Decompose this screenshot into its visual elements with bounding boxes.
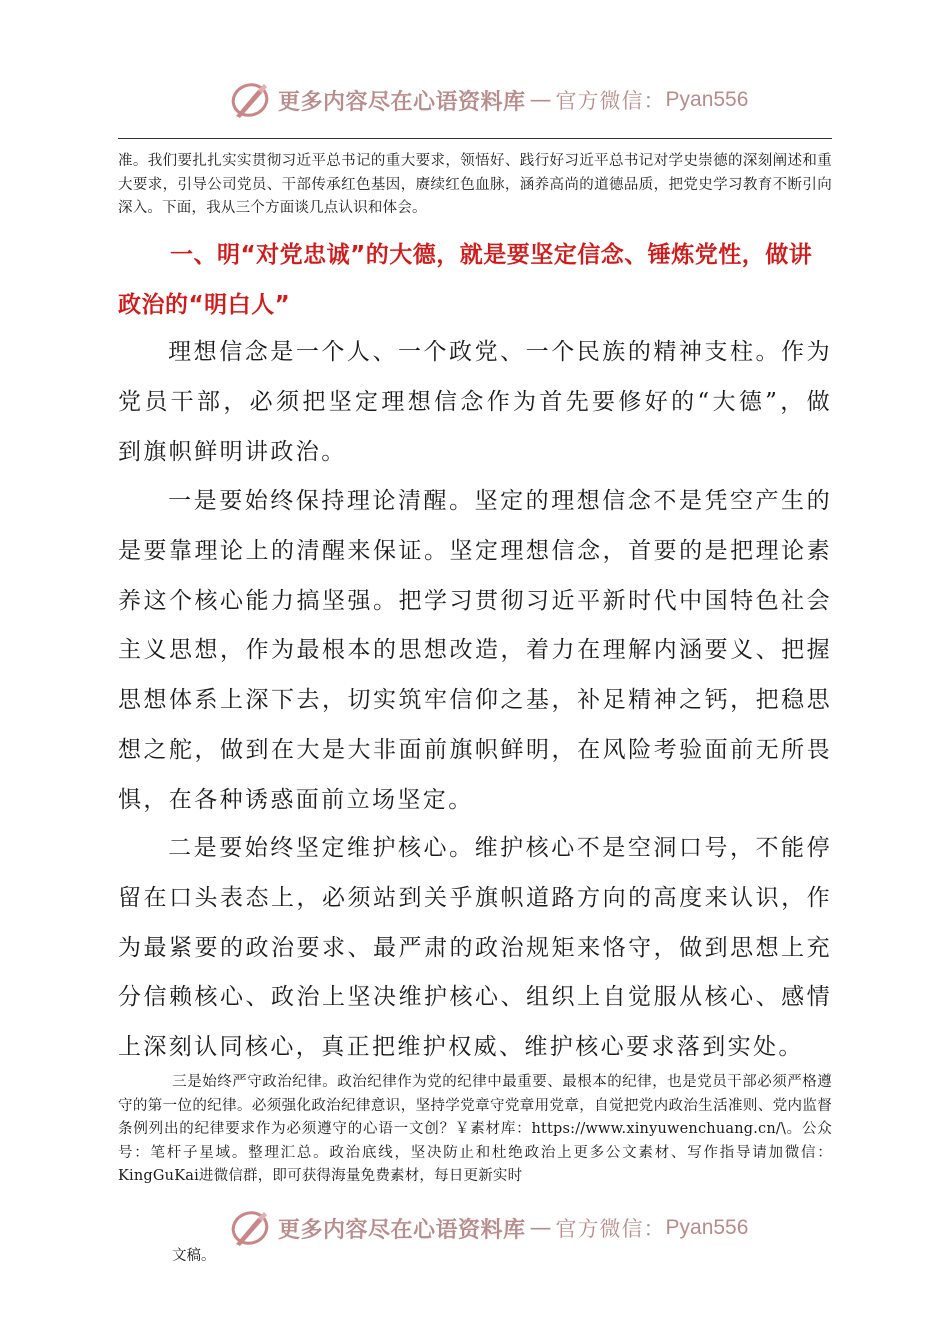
banner-wechat-id: Pyan556 xyxy=(665,1216,749,1239)
pen-logo-icon xyxy=(228,78,274,122)
body-paragraph-4-tail: 文稿。 xyxy=(172,1248,216,1264)
body-paragraph-1-text: 理想信念是一个人、一个政党、一个民族的精神支柱。作为党员干部，必须把坚定理想信念作为首先要修好的“大德”，做到旗帜鲜明讲政治。 xyxy=(118,339,832,465)
body-paragraph-1 xyxy=(118,328,832,477)
banner-wechat-label: 官方微信： xyxy=(555,1217,666,1241)
body-paragraph-3 xyxy=(118,824,832,1073)
banner-wechat-label: 官方微信： xyxy=(555,89,666,113)
banner-dash: — xyxy=(529,1215,552,1241)
pen-logo-icon xyxy=(228,1206,274,1250)
banner-dash: — xyxy=(529,87,552,113)
body-paragraph-3-text: 二是要始终坚定维护核心。维护核心不是空洞口号，不能停留在口头表态上，必须站到关乎旗帜道路方向的高度来认识，作为最紧要的政治要求、最严肃的政治规矩来恪守，做到思想上充分信赖核心、政治上坚决维护核心、组织上自觉服从核心、感情上深刻认同核心，真正把维护权威、维护核心要求落到实处。 xyxy=(118,835,832,1061)
intro-paragraph: 准。我们要扎扎实实贯彻习近平总书记的重大要求，领悟好、践行好习近平总书记对学史崇德的深刻阐述和重大要求，引导公司党员、干部传承红色基因，赓续红色血脉，涵养高尚的道德品质，把党史学习教育不断引向深入。下面，我从三个方面谈几点认识和体会。 xyxy=(118,153,832,216)
body-paragraph-2-text: 一是要始终保持理论清醒。坚定的理想信念不是凭空产生的是要靠理论上的清醒来保证。坚定理想信念，首要的是把理论素养这个核心能力搞坚强。把学习贯彻习近平新时代中国特色社会主义思想，作为最根本的思想改造，着力在理解内涵要义、把握思想体系上深下去，切实筑牢信仰之基，补足精神之钙，把稳思想之舵，做到在大是大非面前旗帜鲜明，在风险考验面前无所畏惧，在各种诱惑面前立场坚定。 xyxy=(118,488,832,813)
body-paragraph-4-text: 三是始终严守政治纪律。政治纪律作为党的纪律中最重要、最根本的纪律，也是党员干部必须严格遵守的第一位的纪律。必须强化政治纪律意识，坚持学党章守党章用党章，自觉把党内政治生活准则、党内监督条例列出的纪律要求作为必须遵守的心语一文创？￥素材库：https://www.xinyuwenchuang.cn/\。公众号：笔杆子星域。整理汇总。政治底线，坚决防止和杜绝政治上更多公文素材、写作指导请加微信：KingGuKai进微信群，即可获得海量免费素材，每日更新实时 xyxy=(118,1074,832,1184)
body-paragraph-4 xyxy=(118,1071,832,1189)
banner-title: 更多内容尽在心语资料库 xyxy=(278,88,526,115)
banner-wechat-id: Pyan556 xyxy=(665,88,749,111)
section-heading-text: 一、明“对党忠诚”的大德，就是要坚定信念、锤炼党性，做讲政治的“明白人” xyxy=(118,242,813,318)
body-paragraph-2 xyxy=(118,477,832,826)
footer-banner xyxy=(228,1206,748,1250)
section-heading xyxy=(118,230,832,330)
header-divider xyxy=(118,138,832,139)
header-banner xyxy=(228,78,748,122)
banner-title: 更多内容尽在心语资料库 xyxy=(278,1216,526,1243)
